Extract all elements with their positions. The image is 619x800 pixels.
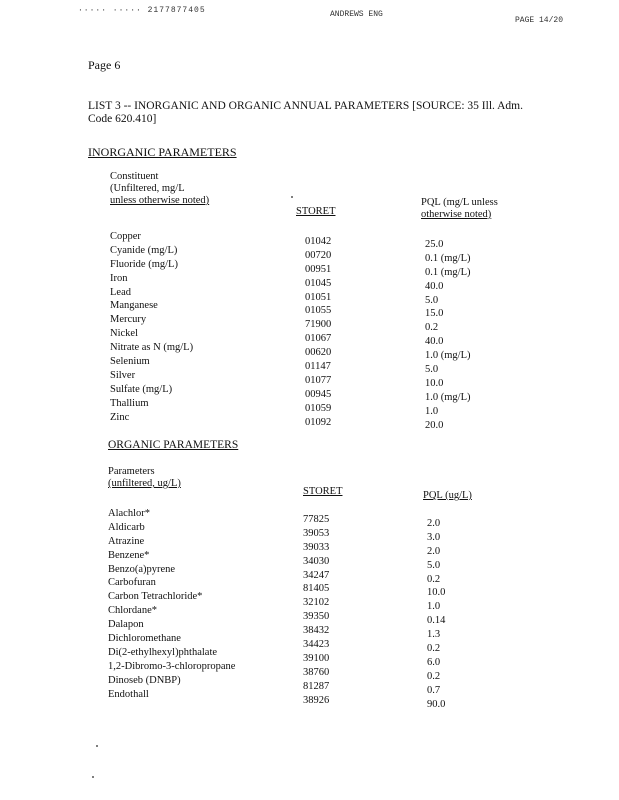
constituent-name: Cyanide (mg/L) xyxy=(110,244,178,256)
fax-header xyxy=(0,4,619,26)
inorganic-heading: INORGANIC PARAMETERS xyxy=(88,145,237,159)
parameter-name: Dichloromethane xyxy=(108,633,181,645)
organic-storet-header: STORET xyxy=(303,486,343,497)
storet-code: 34247 xyxy=(303,569,330,581)
storet-code: 38760 xyxy=(303,666,330,678)
parameter-name: Carbon Tetrachloride* xyxy=(108,591,203,603)
constituent-name: Fluoride (mg/L) xyxy=(110,258,178,270)
constituent-header-line3: unless otherwise noted) xyxy=(110,195,210,206)
constituent-name: Nitrate as N (mg/L) xyxy=(110,342,194,354)
storet-code: 01055 xyxy=(305,305,332,317)
parameters-header xyxy=(108,466,181,490)
storet-code: 01059 xyxy=(305,402,332,414)
pql-value: 1.3 xyxy=(427,629,441,641)
parameter-name: Endothall xyxy=(108,688,149,700)
scan-speck xyxy=(96,745,98,747)
pql-value: 5.0 xyxy=(427,559,441,571)
pql-value: 0.1 (mg/L) xyxy=(425,266,471,278)
pql-value: 1.0 (mg/L) xyxy=(425,350,471,362)
constituent-name: Sulfate (mg/L) xyxy=(110,383,173,395)
pql-value: 0.7 xyxy=(427,684,441,696)
parameter-name: Atrazine xyxy=(108,535,145,547)
storet-code: 39350 xyxy=(303,611,330,623)
pql-value: 0.14 xyxy=(427,615,446,627)
storet-code: 01092 xyxy=(305,416,332,428)
parameters-header-line2: (unfiltered, ug/L) xyxy=(108,478,181,489)
fax-header-sender: ANDREWS ENG xyxy=(330,10,383,19)
organic-parameter-column xyxy=(108,507,235,701)
parameter-name: Alachlor* xyxy=(108,508,150,519)
fax-header-page: PAGE 14/20 xyxy=(515,16,564,25)
pql-value: 2.0 xyxy=(427,518,441,529)
constituent-header xyxy=(110,171,209,207)
pql-value: 10.0 xyxy=(425,377,444,389)
pql-value: 0.1 (mg/L) xyxy=(425,252,471,264)
parameter-name: Chlordane* xyxy=(108,605,157,617)
storet-code: 81405 xyxy=(303,583,330,595)
pql-value: 0.2 xyxy=(425,322,439,334)
parameter-name: Carbofuran xyxy=(108,577,156,589)
storet-code: 39053 xyxy=(303,527,330,539)
pql-value: 5.0 xyxy=(425,364,439,376)
storet-code: 77825 xyxy=(303,514,330,525)
parameter-name: Dinoseb (DNBP) xyxy=(108,674,181,686)
storet-code: 39100 xyxy=(303,652,330,664)
storet-code: 00951 xyxy=(305,263,332,275)
pql-value: 20.0 xyxy=(425,419,444,431)
constituent-name: Iron xyxy=(110,272,128,284)
constituent-name: Zinc xyxy=(110,411,130,423)
storet-code: 01147 xyxy=(305,361,331,373)
storet-code: 38432 xyxy=(303,625,330,637)
pql-value: 40.0 xyxy=(425,280,444,292)
organic-pql-column xyxy=(427,517,445,711)
parameter-name: Benzo(a)pyrene xyxy=(108,563,176,575)
constituent-name: Lead xyxy=(110,286,131,298)
pql-value: 6.0 xyxy=(427,656,441,668)
constituent-header-line1: Constituent xyxy=(110,171,159,182)
constituent-name: Nickel xyxy=(110,328,138,340)
storet-code: 39033 xyxy=(303,541,330,553)
pql-value: 0.2 xyxy=(427,670,441,682)
pql-value: 2.0 xyxy=(427,545,441,557)
constituent-name: Mercury xyxy=(110,314,147,326)
page-label: Page 6 xyxy=(88,58,121,72)
constituent-name: Silver xyxy=(110,369,136,381)
inorganic-storet-column xyxy=(305,235,331,429)
pql-value: 0.2 xyxy=(427,643,441,655)
pql-value: 25.0 xyxy=(425,239,444,250)
inorganic-pql-header-line1: PQL (mg/L unless xyxy=(421,197,498,208)
storet-code: 00945 xyxy=(305,388,332,400)
storet-code: 71900 xyxy=(305,319,332,331)
pql-value: 15.0 xyxy=(425,308,444,320)
storet-code: 01045 xyxy=(305,277,332,289)
constituent-header-line2: (Unfiltered, mg/L xyxy=(110,183,185,194)
storet-code: 81287 xyxy=(303,680,330,692)
storet-code: 34423 xyxy=(303,639,330,651)
storet-code: 32102 xyxy=(303,597,330,609)
pql-value: 5.0 xyxy=(425,294,439,306)
inorganic-storet-header: STORET xyxy=(296,206,336,217)
parameters-header-line1: Parameters xyxy=(108,466,155,477)
fax-header-left: ····· ····· 2177877405 xyxy=(78,6,206,15)
pql-value: 90.0 xyxy=(427,698,446,710)
parameter-name: Dalapon xyxy=(108,619,144,631)
parameter-name: Benzene* xyxy=(108,549,150,561)
storet-code: 01051 xyxy=(305,291,332,303)
pql-value: 40.0 xyxy=(425,336,444,348)
inorganic-pql-column xyxy=(425,238,471,432)
pql-value: 3.0 xyxy=(427,531,441,543)
constituent-name: Selenium xyxy=(110,356,150,368)
organic-heading: ORGANIC PARAMETERS xyxy=(108,439,239,451)
pql-value: 1.0 xyxy=(427,601,441,613)
scan-speck xyxy=(92,776,94,778)
inorganic-pql-header-line2: otherwise noted) xyxy=(421,209,492,220)
constituent-name: Thallium xyxy=(110,397,149,409)
pql-value: 10.0 xyxy=(427,587,446,599)
storet-code: 00620 xyxy=(305,347,332,359)
storet-code: 01077 xyxy=(305,374,332,386)
organic-storet-column xyxy=(303,513,329,707)
storet-code: 00720 xyxy=(305,249,332,261)
constituent-name: Copper xyxy=(110,231,141,242)
storet-code: 01067 xyxy=(305,333,332,345)
list-title: LIST 3 -- INORGANIC AND ORGANIC ANNUAL PARAMETERS [SOURCE: 35 Ill. Adm. Code 620.410] xyxy=(88,100,524,125)
storet-code: 01042 xyxy=(305,236,332,247)
parameter-name: Di(2-ethylhexyl)phthalate xyxy=(108,646,218,658)
pql-value: 1.0 xyxy=(425,405,439,417)
constituent-name: Manganese xyxy=(110,300,158,312)
inorganic-constituent-column xyxy=(110,230,193,424)
storet-code: 38926 xyxy=(303,694,330,706)
storet-code: 34030 xyxy=(303,555,330,567)
parameter-name: Aldicarb xyxy=(108,521,145,533)
organic-pql-header: PQL (ug/L) xyxy=(423,490,472,501)
pql-value: 1.0 (mg/L) xyxy=(425,391,471,403)
inorganic-pql-header xyxy=(421,197,498,221)
pql-value: 0.2 xyxy=(427,573,441,585)
parameter-name: 1,2-Dibromo-3-chloropropane xyxy=(108,660,236,672)
scan-speck xyxy=(291,196,293,198)
